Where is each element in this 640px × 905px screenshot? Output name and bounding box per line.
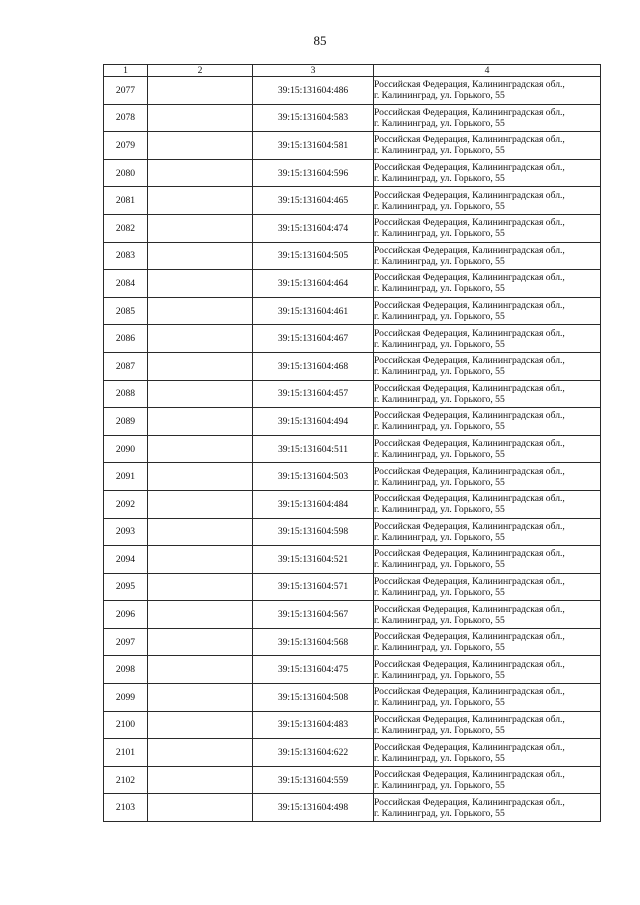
table-row bbox=[104, 684, 601, 712]
row-col-2 bbox=[148, 490, 253, 518]
header-col-3: 3 bbox=[253, 65, 374, 77]
row-col-2 bbox=[148, 546, 253, 574]
row-number: 2094 bbox=[104, 546, 148, 574]
address-cell bbox=[374, 159, 601, 187]
table-row bbox=[104, 490, 601, 518]
address-line-1: Российская Федерация, Калининградская обл., bbox=[374, 189, 565, 201]
address-line-1: Российская Федерация, Калининградская обл., bbox=[374, 465, 565, 477]
row-number: 2077 bbox=[104, 77, 148, 105]
table-row bbox=[104, 435, 601, 463]
table-row bbox=[104, 794, 601, 822]
row-number: 2098 bbox=[104, 656, 148, 684]
row-number: 2087 bbox=[104, 352, 148, 380]
cadastral-number: 39:15:131604:567 bbox=[253, 601, 374, 629]
row-number: 2078 bbox=[104, 104, 148, 132]
address-line-1: Российская Федерация, Калининградская обл., bbox=[374, 272, 565, 284]
table-row bbox=[104, 297, 601, 325]
address-line-1: Российская Федерация, Калининградская обл., bbox=[374, 493, 565, 505]
address-cell bbox=[374, 490, 601, 518]
address-cell bbox=[374, 325, 601, 353]
address-line-2: г. Калининград, ул. Горького, 55 bbox=[374, 90, 505, 102]
row-col-2 bbox=[148, 739, 253, 767]
row-number: 2082 bbox=[104, 214, 148, 242]
row-col-2 bbox=[148, 463, 253, 491]
address-cell bbox=[374, 601, 601, 629]
address-line-1: Российская Федерация, Калининградская обл., bbox=[374, 217, 565, 229]
table-row bbox=[104, 656, 601, 684]
address-cell bbox=[374, 766, 601, 794]
address-cell bbox=[374, 132, 601, 160]
address-line-2: г. Калининград, ул. Горького, 55 bbox=[374, 780, 505, 792]
table-row bbox=[104, 325, 601, 353]
address-line-1: Российская Федерация, Калининградская обл., bbox=[374, 686, 565, 698]
address-line-1: Российская Федерация, Калининградская обл., bbox=[374, 741, 565, 753]
address-line-1: Российская Федерация, Калининградская обл., bbox=[374, 438, 565, 450]
row-col-2 bbox=[148, 435, 253, 463]
row-number: 2095 bbox=[104, 573, 148, 601]
row-number: 2084 bbox=[104, 270, 148, 298]
address-cell bbox=[374, 352, 601, 380]
address-line-2: г. Калининград, ул. Горького, 55 bbox=[374, 642, 505, 654]
cadastral-number: 39:15:131604:484 bbox=[253, 490, 374, 518]
cadastral-number: 39:15:131604:486 bbox=[253, 77, 374, 105]
address-cell bbox=[374, 297, 601, 325]
cadastral-number: 39:15:131604:505 bbox=[253, 242, 374, 270]
address-line-1: Российская Федерация, Калининградская обл., bbox=[374, 548, 565, 560]
address-line-2: г. Калининград, ул. Горького, 55 bbox=[374, 311, 505, 323]
row-col-2 bbox=[148, 77, 253, 105]
address-line-1: Российская Федерация, Калининградская обл., bbox=[374, 658, 565, 670]
address-line-2: г. Калининград, ул. Горького, 55 bbox=[374, 476, 505, 488]
address-line-2: г. Калининград, ул. Горького, 55 bbox=[374, 449, 505, 461]
address-cell bbox=[374, 794, 601, 822]
address-line-1: Российская Федерация, Калининградская обл., bbox=[374, 382, 565, 394]
address-line-1: Российская Федерация, Калининградская обл., bbox=[374, 796, 565, 808]
address-line-1: Российская Федерация, Калининградская обл., bbox=[374, 603, 565, 615]
cadastral-number: 39:15:131604:464 bbox=[253, 270, 374, 298]
row-col-2 bbox=[148, 656, 253, 684]
table-row bbox=[104, 463, 601, 491]
address-line-2: г. Калининград, ул. Горького, 55 bbox=[374, 697, 505, 709]
address-line-2: г. Калининград, ул. Горького, 55 bbox=[374, 255, 505, 267]
row-col-2 bbox=[148, 242, 253, 270]
table-row bbox=[104, 546, 601, 574]
address-line-1: Российская Федерация, Калининградская обл., bbox=[374, 575, 565, 587]
address-line-1: Российская Федерация, Калининградская обл., bbox=[374, 244, 565, 256]
address-line-2: г. Калининград, ул. Горького, 55 bbox=[374, 117, 505, 129]
row-number: 2091 bbox=[104, 463, 148, 491]
address-cell bbox=[374, 435, 601, 463]
cadastral-number: 39:15:131604:483 bbox=[253, 711, 374, 739]
row-number: 2099 bbox=[104, 684, 148, 712]
row-col-2 bbox=[148, 325, 253, 353]
row-number: 2103 bbox=[104, 794, 148, 822]
row-number: 2085 bbox=[104, 297, 148, 325]
table-body bbox=[104, 77, 601, 822]
row-number: 2101 bbox=[104, 739, 148, 767]
table-row bbox=[104, 104, 601, 132]
table-row bbox=[104, 270, 601, 298]
address-line-1: Российская Федерация, Калининградская обл., bbox=[374, 355, 565, 367]
table-row bbox=[104, 766, 601, 794]
cadastral-number: 39:15:131604:511 bbox=[253, 435, 374, 463]
cadastral-number: 39:15:131604:568 bbox=[253, 628, 374, 656]
cadastral-number: 39:15:131604:508 bbox=[253, 684, 374, 712]
address-cell bbox=[374, 242, 601, 270]
row-number: 2088 bbox=[104, 380, 148, 408]
cadastral-number: 39:15:131604:596 bbox=[253, 159, 374, 187]
address-line-2: г. Калининград, ул. Горького, 55 bbox=[374, 559, 505, 571]
cadastral-number: 39:15:131604:468 bbox=[253, 352, 374, 380]
row-col-2 bbox=[148, 132, 253, 160]
header-col-1: 1 bbox=[104, 65, 148, 77]
address-cell bbox=[374, 573, 601, 601]
header-col-4: 4 bbox=[374, 65, 601, 77]
address-cell bbox=[374, 656, 601, 684]
address-line-1: Российская Федерация, Калининградская обл., bbox=[374, 162, 565, 174]
table-row bbox=[104, 132, 601, 160]
row-col-2 bbox=[148, 628, 253, 656]
address-line-2: г. Калининград, ул. Горького, 55 bbox=[374, 200, 505, 212]
address-cell bbox=[374, 546, 601, 574]
address-line-2: г. Калининград, ул. Горького, 55 bbox=[374, 366, 505, 378]
cadastral-number: 39:15:131604:598 bbox=[253, 518, 374, 546]
row-col-2 bbox=[148, 711, 253, 739]
cadastral-number: 39:15:131604:475 bbox=[253, 656, 374, 684]
cadastral-number: 39:15:131604:457 bbox=[253, 380, 374, 408]
table-row bbox=[104, 187, 601, 215]
row-col-2 bbox=[148, 380, 253, 408]
row-col-2 bbox=[148, 214, 253, 242]
address-cell bbox=[374, 408, 601, 436]
row-col-2 bbox=[148, 159, 253, 187]
page-number: 85 bbox=[313, 33, 327, 48]
table-row bbox=[104, 242, 601, 270]
row-number: 2092 bbox=[104, 490, 148, 518]
header-col-2: 2 bbox=[148, 65, 253, 77]
table-row bbox=[104, 739, 601, 767]
row-col-2 bbox=[148, 518, 253, 546]
address-line-1: Российская Федерация, Калининградская обл., bbox=[374, 713, 565, 725]
table-row bbox=[104, 518, 601, 546]
address-line-2: г. Калининград, ул. Горького, 55 bbox=[374, 421, 505, 433]
registry-table bbox=[103, 64, 601, 822]
address-line-1: Российская Федерация, Калининградская обл., bbox=[374, 106, 565, 118]
cadastral-number: 39:15:131604:498 bbox=[253, 794, 374, 822]
row-col-2 bbox=[148, 766, 253, 794]
address-line-2: г. Калининград, ул. Горького, 55 bbox=[374, 393, 505, 405]
table-row bbox=[104, 77, 601, 105]
cadastral-number: 39:15:131604:559 bbox=[253, 766, 374, 794]
cadastral-number: 39:15:131604:581 bbox=[253, 132, 374, 160]
table-row bbox=[104, 573, 601, 601]
row-col-2 bbox=[148, 297, 253, 325]
cadastral-number: 39:15:131604:521 bbox=[253, 546, 374, 574]
address-cell bbox=[374, 214, 601, 242]
table-row bbox=[104, 352, 601, 380]
address-line-1: Российская Федерация, Калининградская обл., bbox=[374, 300, 565, 312]
cadastral-number: 39:15:131604:503 bbox=[253, 463, 374, 491]
table-row bbox=[104, 628, 601, 656]
address-cell bbox=[374, 739, 601, 767]
row-col-2 bbox=[148, 573, 253, 601]
address-line-2: г. Калининград, ул. Горького, 55 bbox=[374, 283, 505, 295]
cadastral-number: 39:15:131604:461 bbox=[253, 297, 374, 325]
address-line-2: г. Калининград, ул. Горького, 55 bbox=[374, 228, 505, 240]
address-line-1: Российская Федерация, Калининградская обл., bbox=[374, 134, 565, 146]
address-line-2: г. Калининград, ул. Горького, 55 bbox=[374, 724, 505, 736]
cadastral-number: 39:15:131604:467 bbox=[253, 325, 374, 353]
address-line-2: г. Калининград, ул. Горького, 55 bbox=[374, 614, 505, 626]
row-col-2 bbox=[148, 684, 253, 712]
table-row bbox=[104, 380, 601, 408]
row-number: 2089 bbox=[104, 408, 148, 436]
address-line-2: г. Калининград, ул. Горького, 55 bbox=[374, 586, 505, 598]
address-cell bbox=[374, 628, 601, 656]
address-cell bbox=[374, 518, 601, 546]
row-number: 2079 bbox=[104, 132, 148, 160]
address-cell bbox=[374, 104, 601, 132]
address-cell bbox=[374, 463, 601, 491]
row-number: 2086 bbox=[104, 325, 148, 353]
cadastral-number: 39:15:131604:494 bbox=[253, 408, 374, 436]
table-row bbox=[104, 408, 601, 436]
row-number: 2097 bbox=[104, 628, 148, 656]
cadastral-number: 39:15:131604:622 bbox=[253, 739, 374, 767]
address-cell bbox=[374, 380, 601, 408]
row-number: 2102 bbox=[104, 766, 148, 794]
row-number: 2081 bbox=[104, 187, 148, 215]
cadastral-number: 39:15:131604:465 bbox=[253, 187, 374, 215]
table-header bbox=[104, 65, 601, 77]
address-cell bbox=[374, 187, 601, 215]
row-col-2 bbox=[148, 408, 253, 436]
address-line-2: г. Калининград, ул. Горького, 55 bbox=[374, 752, 505, 764]
address-line-1: Российская Федерация, Калининградская обл., bbox=[374, 327, 565, 339]
row-col-2 bbox=[148, 794, 253, 822]
row-number: 2093 bbox=[104, 518, 148, 546]
address-line-2: г. Калининград, ул. Горького, 55 bbox=[374, 173, 505, 185]
row-number: 2080 bbox=[104, 159, 148, 187]
table-row bbox=[104, 601, 601, 629]
address-line-2: г. Калининград, ул. Горького, 55 bbox=[374, 669, 505, 681]
row-col-2 bbox=[148, 352, 253, 380]
address-line-2: г. Калининград, ул. Горького, 55 bbox=[374, 504, 505, 516]
address-line-2: г. Калининград, ул. Горького, 55 bbox=[374, 338, 505, 350]
address-line-1: Российская Федерация, Калининградская обл., bbox=[374, 631, 565, 643]
address-line-1: Российская Федерация, Калининградская обл., bbox=[374, 79, 565, 91]
table-row bbox=[104, 214, 601, 242]
row-number: 2100 bbox=[104, 711, 148, 739]
cadastral-number: 39:15:131604:474 bbox=[253, 214, 374, 242]
address-line-1: Российская Федерация, Калининградская обл., bbox=[374, 769, 565, 781]
address-line-2: г. Калининград, ул. Горького, 55 bbox=[374, 531, 505, 543]
address-line-1: Российская Федерация, Калининградская обл., bbox=[374, 410, 565, 422]
header-row bbox=[104, 65, 601, 77]
address-line-2: г. Калининград, ул. Горького, 55 bbox=[374, 145, 505, 157]
address-line-2: г. Калининград, ул. Горького, 55 bbox=[374, 807, 505, 819]
address-cell bbox=[374, 684, 601, 712]
cadastral-number: 39:15:131604:583 bbox=[253, 104, 374, 132]
address-line-1: Российская Федерация, Калининградская обл., bbox=[374, 520, 565, 532]
address-cell bbox=[374, 711, 601, 739]
row-number: 2096 bbox=[104, 601, 148, 629]
cadastral-number: 39:15:131604:571 bbox=[253, 573, 374, 601]
row-col-2 bbox=[148, 187, 253, 215]
table-row bbox=[104, 711, 601, 739]
row-col-2 bbox=[148, 270, 253, 298]
row-col-2 bbox=[148, 104, 253, 132]
address-cell bbox=[374, 270, 601, 298]
row-number: 2083 bbox=[104, 242, 148, 270]
row-number: 2090 bbox=[104, 435, 148, 463]
row-col-2 bbox=[148, 601, 253, 629]
address-cell bbox=[374, 77, 601, 105]
table-row bbox=[104, 159, 601, 187]
